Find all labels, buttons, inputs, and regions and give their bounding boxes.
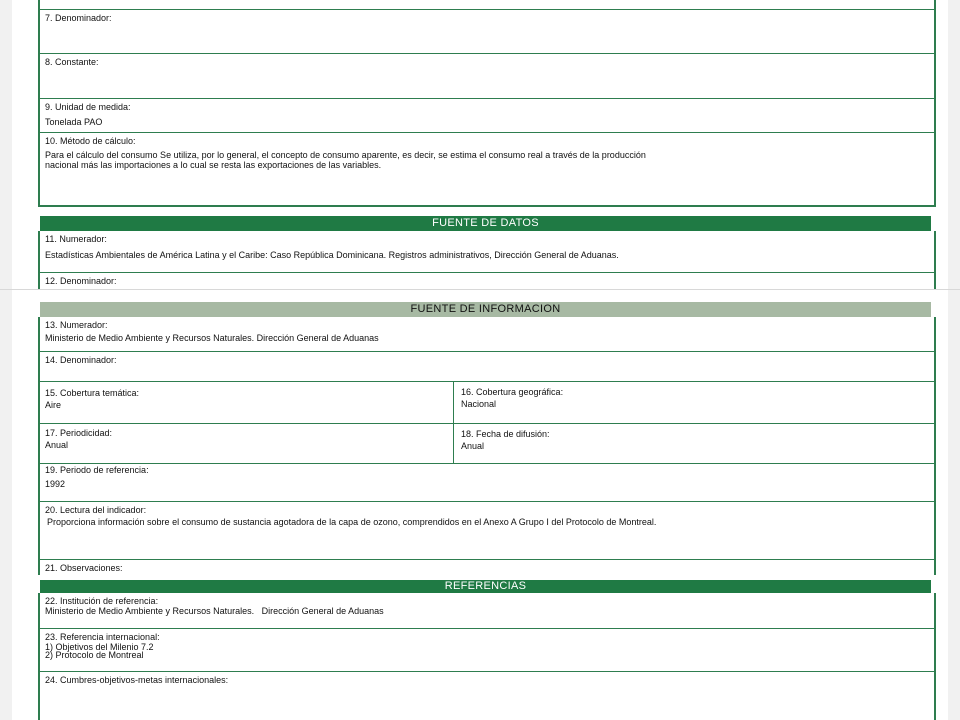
top-row-remnant: [40, 0, 934, 10]
periodicidad-label: 17. Periodicidad:: [45, 428, 113, 438]
unidad-medida-label: 9. Unidad de medida:: [45, 102, 131, 112]
row-cobertura: [40, 382, 934, 424]
fecha-difusion-label: 18. Fecha de difusión:: [461, 429, 550, 439]
row-metodo-calculo: [40, 133, 934, 205]
fecha-difusion-value: Anual: [461, 441, 485, 451]
unidad-medida-value: Tonelada PAO: [45, 117, 103, 127]
row-institucion-referencia: [40, 593, 934, 629]
denominador-info-label: 14. Denominador:: [45, 355, 117, 365]
row-constante: [40, 54, 934, 99]
row-denominador-datos: [40, 273, 934, 289]
cobertura-tematica-value: Aire: [45, 400, 62, 410]
form-section-calculo: [38, 0, 936, 207]
lectura-indicador-label: 20. Lectura del indicador:: [45, 505, 147, 515]
slide-divider: [0, 289, 960, 290]
row-denominador: [40, 10, 934, 54]
form-section-fuente-informacion: [38, 317, 936, 575]
numerador-info-value: Ministerio de Medio Ambiente y Recursos Naturales. Dirección General de Aduanas: [45, 333, 379, 343]
periodicidad-value: Anual: [45, 440, 69, 450]
cobertura-geografica-value: Nacional: [461, 399, 497, 409]
left-page-edge: [0, 0, 12, 720]
row-cumbres-objetivos: [40, 672, 934, 720]
cobertura-divider: [453, 382, 454, 423]
row-denominador-info: [40, 352, 934, 382]
row-observaciones: [40, 560, 934, 575]
metodo-calculo-value: Para el cálculo del consumo Se utiliza, por lo general, el concepto de consumo aparente, es decir, se estima el consumo real a través de la producción nacional más las importaciones a lo cual se resta las exportaciones de las variables.: [45, 150, 646, 170]
periodicidad-divider: [453, 424, 454, 463]
row-numerador-info: [40, 317, 934, 352]
row-unidad-medida: [40, 99, 934, 133]
constante-label: 8. Constante:: [45, 57, 99, 67]
periodo-referencia-label: 19. Periodo de referencia:: [45, 465, 149, 475]
form-section-fuente-datos: [38, 231, 936, 289]
cumbres-objetivos-label: 24. Cumbres-objetivos-metas internacionales:: [45, 675, 229, 685]
cobertura-geografica-label: 16. Cobertura geográfica:: [461, 387, 564, 397]
row-periodo-referencia: [40, 464, 934, 502]
row-periodicidad: [40, 424, 934, 464]
denominador-label: 7. Denominador:: [45, 13, 112, 23]
fuente-informacion-header: FUENTE DE INFORMACION: [40, 302, 931, 317]
cobertura-tematica-label: 15. Cobertura temática:: [45, 388, 140, 398]
row-lectura-indicador: [40, 502, 934, 560]
institucion-referencia-value: Ministerio de Medio Ambiente y Recursos Naturales. Dirección General de Aduanas: [45, 606, 384, 616]
lectura-indicador-value: Proporciona información sobre el consumo de sustancia agotadora de la capa de ozono, comprendidos en el Anexo A Grupo I del Protocolo de Montreal.: [47, 517, 657, 527]
metodo-calculo-label: 10. Método de cálculo:: [45, 136, 136, 146]
row-referencia-internacional: [40, 629, 934, 672]
right-page-edge: [948, 0, 960, 720]
numerador-datos-label: 11. Numerador:: [45, 234, 107, 244]
row-numerador-datos: [40, 231, 934, 273]
observaciones-label: 21. Observaciones:: [45, 563, 123, 573]
form-section-referencias: [38, 593, 936, 720]
denominador-datos-label: 12. Denominador:: [45, 276, 117, 286]
referencia-internacional-value: 1) Objetivos del Milenio 7.2 2) Protocolo de Montreal: [45, 642, 154, 660]
institucion-referencia-label: 22. Institución de referencia:: [45, 596, 159, 606]
fuente-datos-header: FUENTE DE DATOS: [40, 216, 931, 231]
numerador-datos-value: Estadísticas Ambientales de América Latina y el Caribe: Caso República Dominicana. Registros administrativos, Dirección General de Aduanas.: [45, 250, 619, 260]
periodo-referencia-value: 1992: [45, 479, 66, 489]
numerador-info-label: 13. Numerador:: [45, 320, 108, 330]
referencia-internacional-label: 23. Referencia internacional:: [45, 632, 160, 642]
referencias-header: REFERENCIAS: [40, 580, 931, 593]
